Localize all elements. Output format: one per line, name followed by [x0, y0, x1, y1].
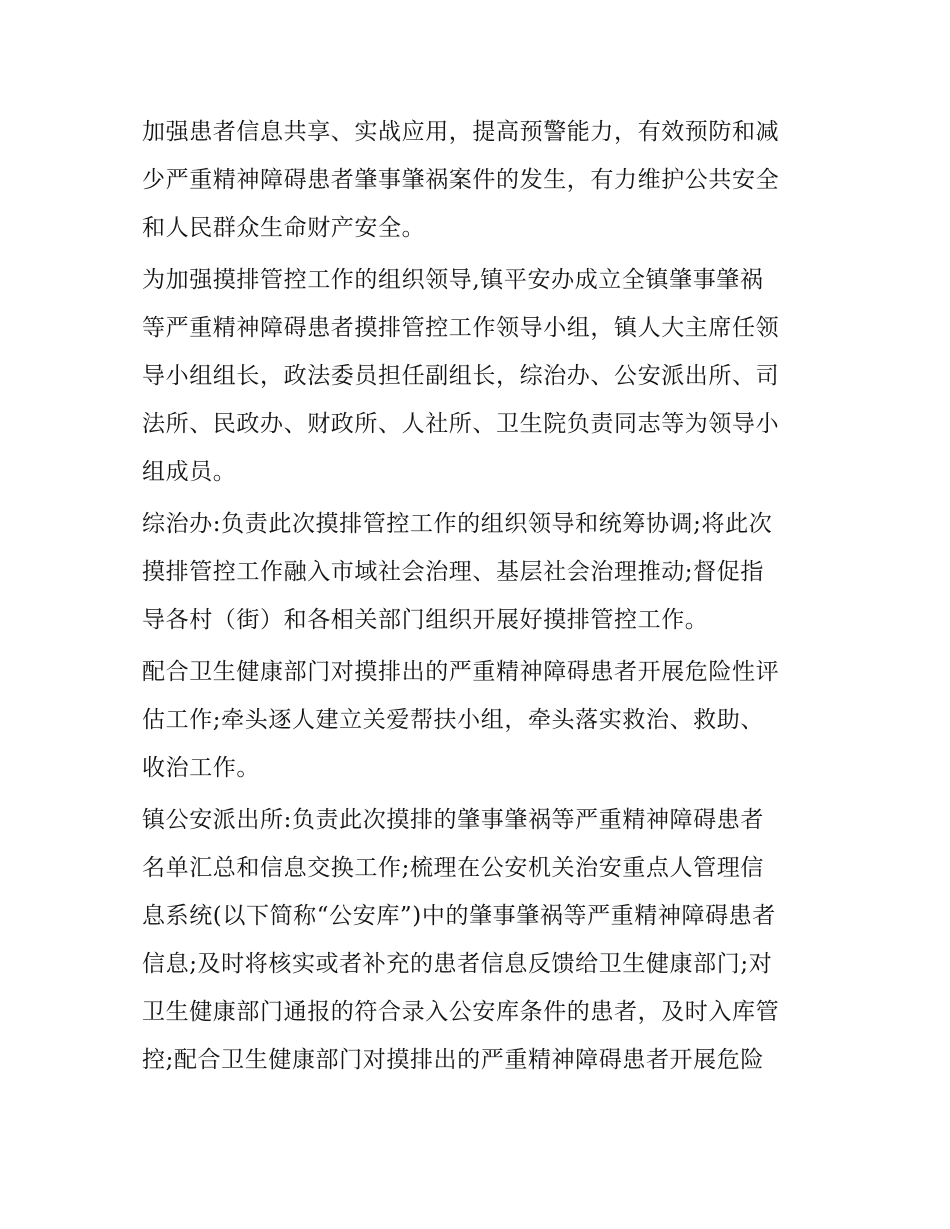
text-line: 名单汇总和信息交换工作;梳理在公安机关治安重点人管理信	[142, 855, 764, 881]
text-line: 加强患者信息共享、实战应用，提高预警能力，有效预防和减	[142, 119, 780, 145]
document-body	[142, 108, 817, 1088]
text-line: 法所、民政办、财政所、人社所、卫生院负责同志等为领导小	[142, 411, 780, 437]
text-line: 组成员。	[142, 459, 237, 485]
text-line: 镇公安派出所:负责此次摸排的肇事肇祸等严重精神障碍患者	[142, 807, 764, 833]
text-line: 信息;及时将核实或者补充的患者信息反馈给卫生健康部门;对	[142, 951, 773, 977]
text-line: 收治工作。	[142, 755, 260, 781]
text-line: 导各村（街）和各相关部门组织开展好摸排管控工作。	[142, 607, 709, 633]
paragraph-3	[142, 500, 817, 644]
paragraph-4	[142, 648, 817, 792]
text-line: 少严重精神障碍患者肇事肇祸案件的发生，有力维护公共安全	[142, 167, 780, 193]
text-line: 卫生健康部门通报的符合录入公安库条件的患者，及时入库管	[142, 999, 780, 1025]
text-line: 和人民群众生命财产安全。	[142, 215, 426, 241]
text-line: 摸排管控工作融入市域社会治理、基层社会治理推动;督促指	[142, 559, 764, 585]
text-line: 综治办:负责此次摸排管控工作的组织领导和统筹协调;将此次	[142, 511, 773, 537]
text-line: 控;配合卫生健康部门对摸排出的严重精神障碍患者开展危险	[142, 1047, 764, 1073]
paragraph-5	[142, 796, 817, 1084]
text-line: 为加强摸排管控工作的组织领导,镇平安办成立全镇肇事肇祸	[142, 267, 764, 293]
text-line: 估工作;牵头逐人建立关爱帮扶小组，牵头落实救治、救助、	[142, 707, 764, 733]
paragraph-2	[142, 256, 817, 496]
text-line: 息系统(以下简称“公安库”)中的肇事肇祸等严重精神障碍患者	[142, 903, 776, 929]
text-line: 配合卫生健康部门对摸排出的严重精神障碍患者开展危险性评	[142, 659, 780, 685]
text-line: 导小组组长，政法委员担任副组长，综治办、公安派出所、司	[142, 363, 780, 389]
text-line: 等严重精神障碍患者摸排管控工作领导小组，镇人大主席任领	[142, 315, 780, 341]
paragraph-1	[142, 108, 817, 252]
